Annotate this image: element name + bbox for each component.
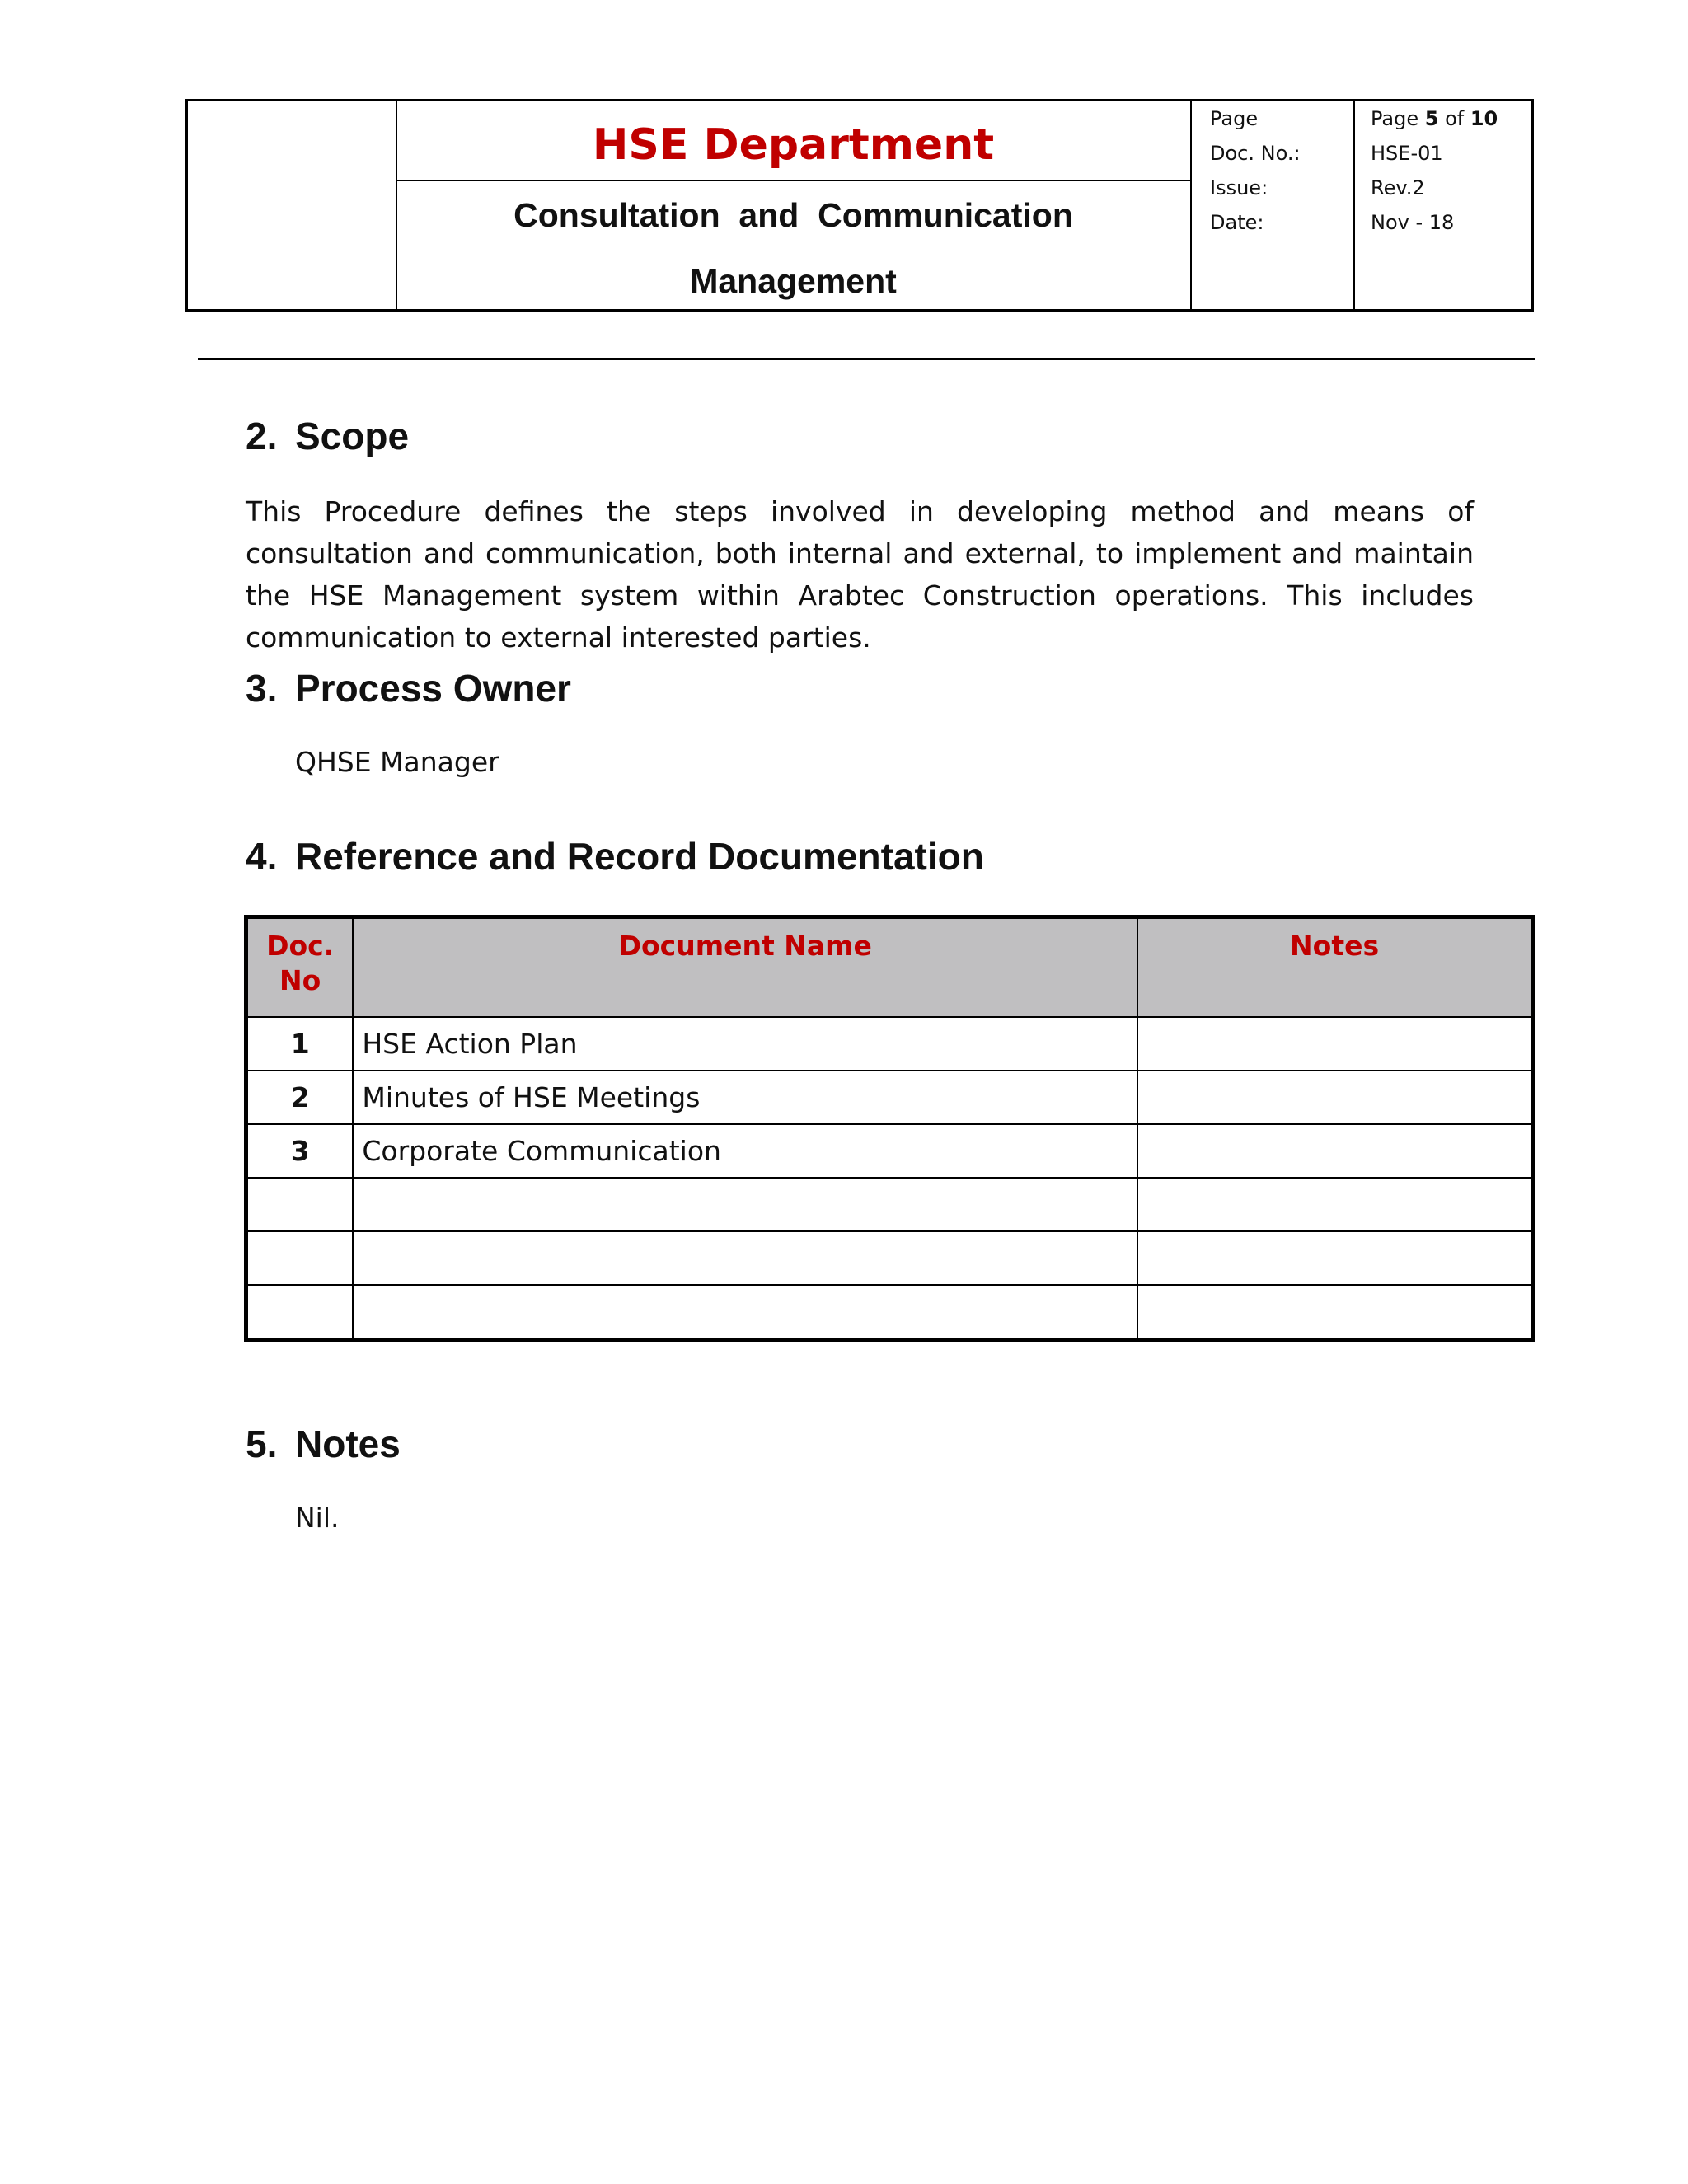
meta-labels (1210, 101, 1301, 240)
row-doc-no: 2 (246, 1071, 354, 1124)
label-date: Date: (1210, 211, 1264, 234)
page-current: 5 (1424, 107, 1439, 130)
row-document-name (353, 1231, 1137, 1285)
col-header-doc-no (246, 917, 354, 1018)
table-row (246, 1017, 1533, 1071)
row-notes (1137, 1071, 1532, 1124)
section-title: Scope (295, 415, 410, 457)
section-heading-reference (246, 834, 984, 879)
title-line-1: Consultation and Communication (513, 196, 1073, 234)
doc-number: HSE-01 (1371, 142, 1443, 165)
col-header-document-name: Document Name (353, 917, 1137, 1018)
process-owner-text: QHSE Manager (295, 746, 499, 778)
row-notes (1137, 1017, 1532, 1071)
label-page: Page (1210, 107, 1259, 130)
doc-no-header-line-1: Doc. (266, 930, 335, 962)
section-heading-notes (246, 1422, 401, 1466)
section-title: Notes (295, 1422, 401, 1465)
issue-value: Rev.2 (1371, 176, 1425, 199)
notes-text: Nil. (295, 1502, 340, 1534)
table-row (246, 1231, 1533, 1285)
row-document-name: HSE Action Plan (353, 1017, 1137, 1071)
table-row (246, 1178, 1533, 1231)
section-number: 4. (246, 835, 278, 878)
label-issue: Issue: (1210, 176, 1268, 199)
label-doc-no: Doc. No.: (1210, 142, 1301, 165)
document-title (396, 184, 1190, 312)
row-doc-no: 3 (246, 1124, 354, 1178)
doc-no-header-line-2: No (279, 964, 321, 996)
row-doc-no: 1 (246, 1017, 354, 1071)
col-header-notes: Notes (1137, 917, 1532, 1018)
section-number: 5. (246, 1422, 278, 1465)
table-row (246, 1285, 1533, 1340)
reference-table (244, 915, 1535, 1342)
page-number (1371, 101, 1498, 136)
logo-cell (188, 101, 396, 309)
table-row (246, 1124, 1533, 1178)
row-doc-no (246, 1285, 354, 1340)
title-line-2: Management (690, 262, 897, 300)
header-divider (198, 358, 1535, 360)
row-notes (1137, 1285, 1532, 1340)
section-number: 3. (246, 667, 278, 710)
section-heading-process-owner (246, 666, 571, 710)
row-document-name: Minutes of HSE Meetings (353, 1071, 1137, 1124)
scope-text: This Procedure defines the steps involved in developing method and means of consultation and communication, both internal and external, to implement and maintain the HSE Management system within Arabtec Construction operations. This includes communication to external interested parties. (246, 495, 1474, 654)
department-name: HSE Department (592, 120, 995, 170)
page-total: 10 (1470, 107, 1498, 130)
section-heading-scope (246, 414, 409, 458)
page-of: of (1438, 107, 1470, 130)
row-notes (1137, 1231, 1532, 1285)
section-title: Reference and Record Documentation (295, 835, 984, 878)
row-doc-no (246, 1178, 354, 1231)
section-number: 2. (246, 415, 278, 457)
table-header-row (246, 917, 1533, 1018)
page-prefix: Page (1371, 107, 1425, 130)
date-value: Nov - 18 (1371, 211, 1455, 234)
section-title: Process Owner (295, 667, 571, 710)
row-document-name (353, 1285, 1137, 1340)
document-header (185, 99, 1534, 312)
table-row (246, 1071, 1533, 1124)
row-document-name: Corporate Communication (353, 1124, 1137, 1178)
row-notes (1137, 1124, 1532, 1178)
row-doc-no (246, 1231, 354, 1285)
row-document-name (353, 1178, 1137, 1231)
meta-values (1371, 101, 1498, 240)
row-notes (1137, 1178, 1532, 1231)
